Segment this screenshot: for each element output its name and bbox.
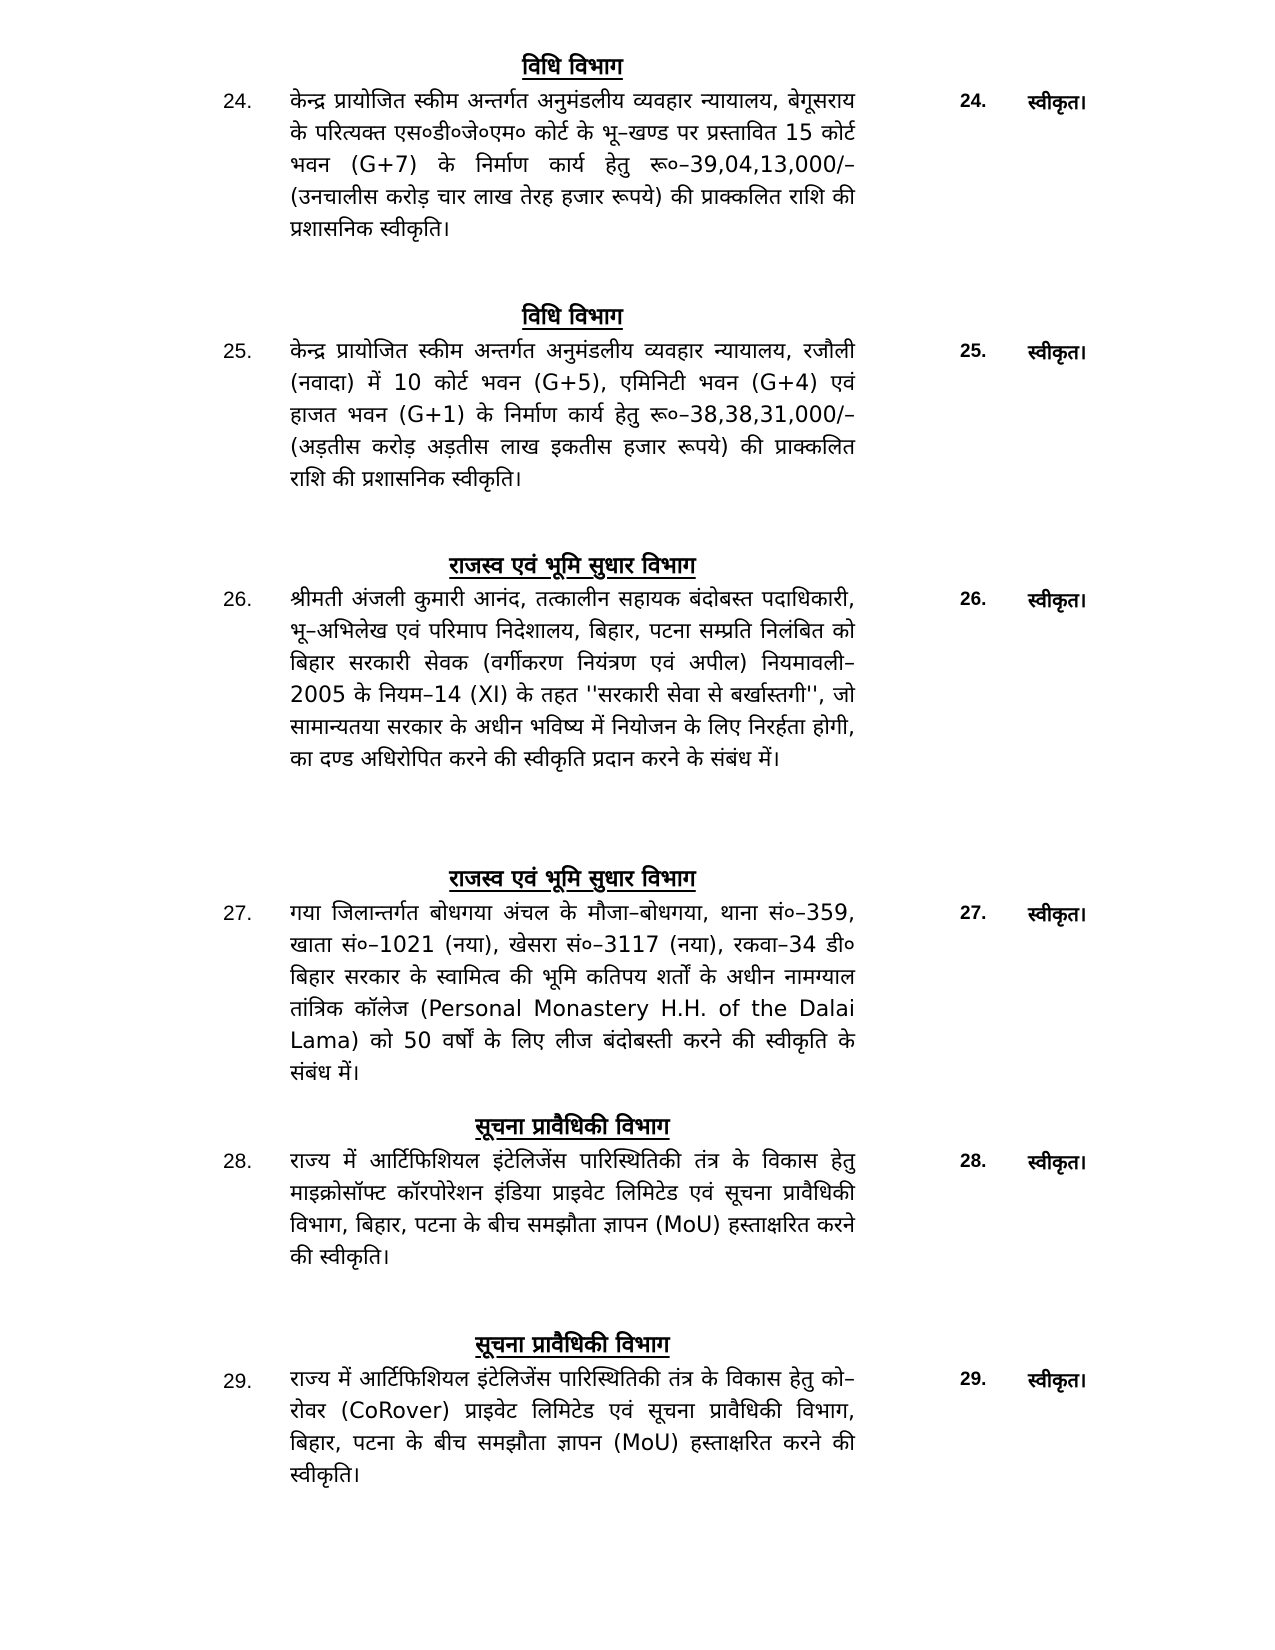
department-heading: राजस्व एवं भूमि सुधार विभाग <box>449 866 696 892</box>
department-heading: सूचना प्रावैधिकी विभाग <box>475 1114 670 1140</box>
item-text: राज्य में आर्टिफिशियल इंटेलिजेंस पारिस्थितिकी तंत्र के विकास हेतु को–रोवर (CoRover) प्राइवेट लिमिटेड एवं सूचना प्रावैधिकी विभाग, बिहार, पटना के बीच समझौता ज्ञापन (MoU) हस्ताक्षरित करने की स्वीकृति। <box>290 1367 855 1488</box>
department-heading: विधि विभाग <box>522 304 623 330</box>
item-number: 27. <box>223 902 253 925</box>
item-text: श्रीमती अंजली कुमारी आनंद, तत्कालीन सहायक बंदोबस्त पदाधिकारी, भू–अभिलेख एवं परिमाप निदेशालय, बिहार, पटना सम्प्रति निलंबित को बिहार सरकारी सेवक (वर्गीकरण नियंत्रण एवं अपील) नियमावली–2005 के नियम–14 (XI) के तहत ''सरकारी सेवा से बर्खास्तगी'', जो सामान्यतया सरकार के अधीन भविष्य में नियोजन के लिए निरर्हता होगी, का दण्ड अधिरोपित करने की स्वीकृति प्रदान करने के संबंध में। <box>290 587 855 772</box>
status-approved: स्वीकृत। <box>1028 1368 1087 1392</box>
item-text: राज्य में आर्टिफिशियल इंटेलिजेंस पारिस्थितिकी तंत्र के विकास हेतु माइक्रोसॉफ्ट कॉरपोरेशन इंडिया प्राइवेट लिमिटेड एवं सूचना प्रावैधिकी विभाग, बिहार, पटना के बीच समझौता ज्ञापन (MoU) हस्ताक्षरित करने की स्वीकृति। <box>290 1149 855 1270</box>
item-text: केन्द्र प्रायोजित स्कीम अन्तर्गत अनुमंडलीय व्यवहार न्यायालय, रजौली (नवादा) में 10 कोर्ट भवन (G+5), एमिनिटी भवन (G+4) एवं हाजत भवन (G+1) के निर्माण कार्य हेतु रू०–38,38,31,000/–(अड़तीस करोड़ अड़तीस लाख इकतीस हजार रूपये) की प्राक्कलित राशि की प्रशासनिक स्वीकृति। <box>290 339 855 492</box>
department-heading: विधि विभाग <box>522 54 623 80</box>
item-text: केन्द्र प्रायोजित स्कीम अन्तर्गत अनुमंडलीय व्यवहार न्यायालय, बेगूसराय के परित्यक्त एस०डी०जे०एम० कोर्ट के भू–खण्ड पर प्रस्तावित 15 कोर्ट भवन (G+7) के निर्माण कार्य हेतु रू०–39,04,13,000/– (उनचालीस करोड़ चार लाख तेरह हजार रूपये) की प्राक्कलित राशि की प्रशासनिक स्वीकृति। <box>290 89 855 242</box>
result-number: 27. <box>960 903 987 924</box>
result-number: 26. <box>960 589 987 610</box>
department-heading: सूचना प्रावैधिकी विभाग <box>475 1332 670 1358</box>
department-heading: राजस्व एवं भूमि सुधार विभाग <box>449 553 696 579</box>
item-number: 29. <box>223 1370 253 1393</box>
result-number: 25. <box>960 341 987 362</box>
result-number: 29. <box>960 1369 987 1390</box>
status-approved: स्वीकृत। <box>1028 90 1087 114</box>
item-number: 28. <box>223 1150 253 1173</box>
item-number: 26. <box>223 588 253 611</box>
item-text: गया जिलान्तर्गत बोधगया अंचल के मौजा–बोधगया, थाना सं०–359, खाता सं०–1021 (नया), खेसरा सं०–3117 (नया), रकवा–34 डी० बिहार सरकार के स्वामित्व की भूमि कतिपय शर्तों के अधीन नामग्याल तांत्रिक कॉलेज (Personal Monastery H.H. of the Dalai Lama) को 50 वर्षों के लिए लीज बंदोबस्ती करने की स्वीकृति के संबंध में। <box>290 901 855 1086</box>
status-approved: स्वीकृत। <box>1028 902 1087 926</box>
item-number: 25. <box>223 340 253 363</box>
item-number: 24. <box>223 90 253 113</box>
result-number: 28. <box>960 1151 987 1172</box>
status-approved: स्वीकृत। <box>1028 1150 1087 1174</box>
result-number: 24. <box>960 91 987 112</box>
status-approved: स्वीकृत। <box>1028 340 1087 364</box>
status-approved: स्वीकृत। <box>1028 588 1087 612</box>
